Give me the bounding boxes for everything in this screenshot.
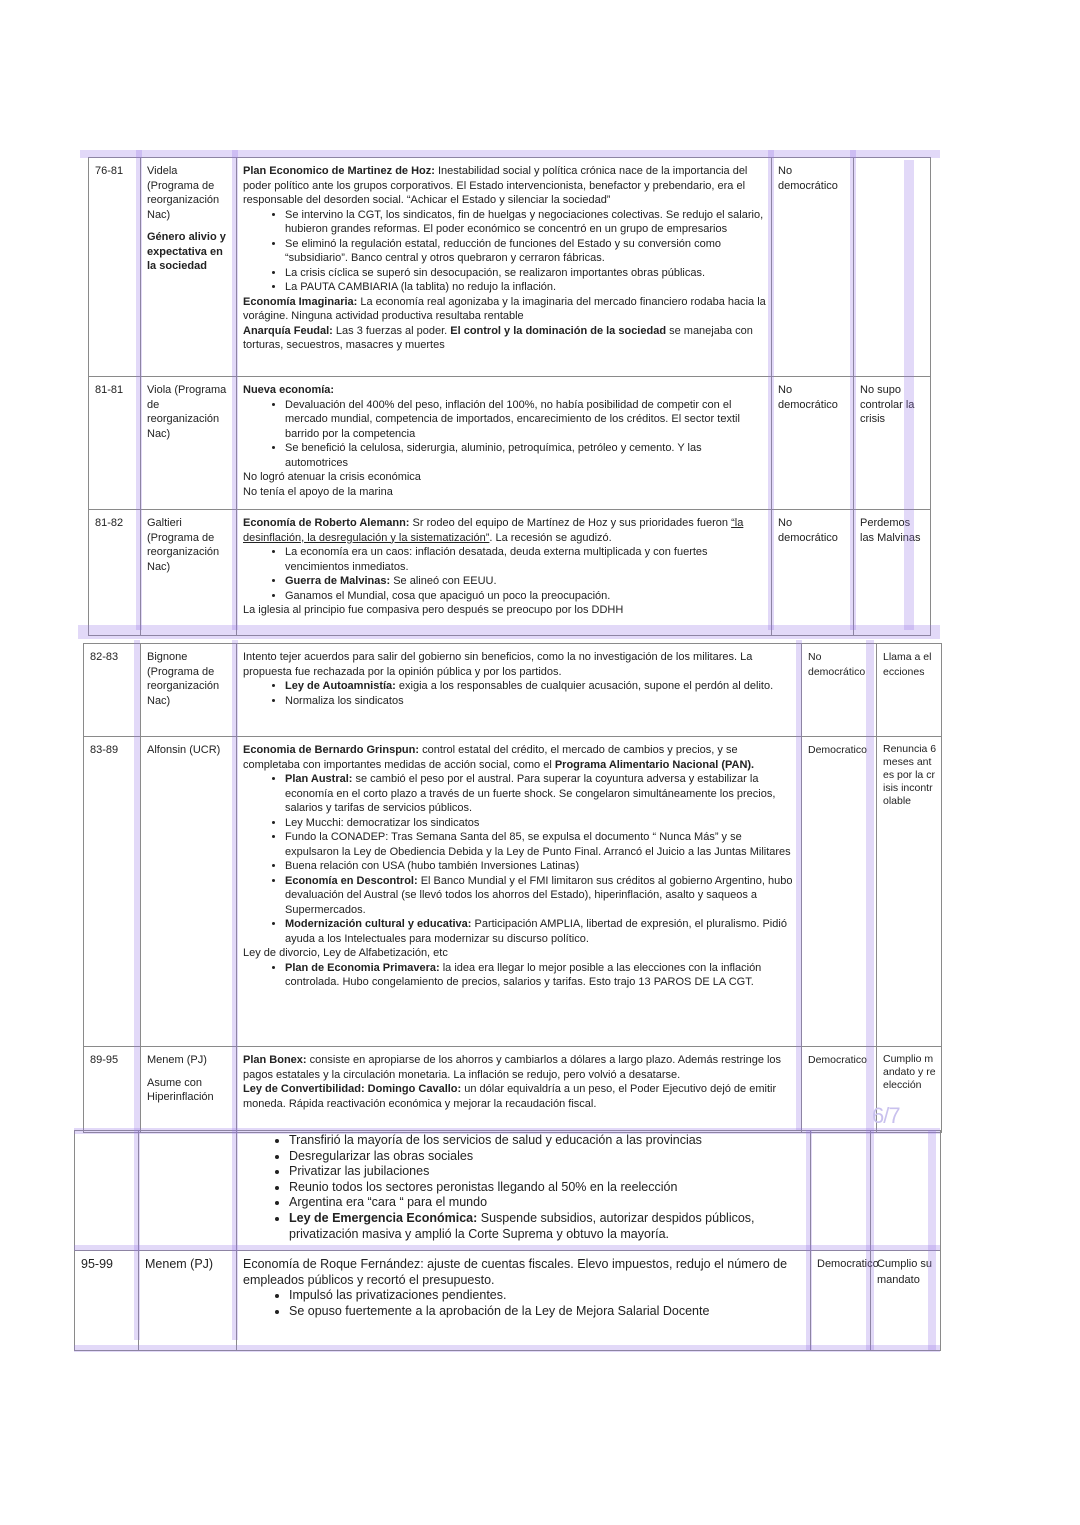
list-item: • Ganamos el Mundial, cosa que apaciguó un poco la preocupación. — [285, 589, 767, 604]
list-item: • La crisis cíclica se superó sin desocupación, se realizaron importantes obras públicas. — [285, 266, 767, 281]
description-cell — [237, 1251, 811, 1351]
president-name: Videla (Programa de reorganización Nac) — [147, 165, 220, 221]
description-cell — [237, 158, 772, 377]
years-cell: 82-83 — [84, 644, 141, 737]
outcome-cell: Perdemos las Malvinas — [854, 510, 931, 636]
government-type-cell: No democrático — [772, 377, 854, 510]
table-row — [89, 377, 931, 510]
years-cell: 76-81 — [89, 158, 141, 377]
table-row — [89, 158, 931, 377]
timeline-table-part-2 — [83, 643, 942, 1133]
list-item: • Privatizar las jubilaciones — [289, 1164, 806, 1180]
table-row — [89, 510, 931, 636]
outcome-cell: No supo controlar la crisis — [854, 377, 931, 510]
table-row — [84, 737, 942, 1047]
paragraph: Plan Bonex: consiste en apropiarse de los ahorros y cambiarlos a dólares a largo plazo. Además restringe los pagos estatales y la circulación monetaria. La inflación se redujo, pero volvió a desatarse. — [243, 1054, 782, 1081]
paragraph: No tenía el apoyo de la marina — [243, 485, 393, 498]
paragraph: Ley de divorcio, Ley de Alfabetización, etc — [243, 947, 448, 959]
president-note: Género alivio y expectativa en la sociedad — [147, 231, 226, 272]
list-item: • Plan Austral: se cambió el peso por el austral. Para superar la coyuntura adversa y estabilizar la economía en el corto plazo a través de un fuerte shock. Se congelaron simultáneamente los precios, salarios y tarifas de servicios públicos. — [285, 772, 797, 816]
list-item: • Ley Mucchi: democratizar los sindicatos — [285, 816, 797, 831]
timeline-table-part-1 — [88, 157, 931, 636]
paragraph: No logró atenuar la crisis económica — [243, 471, 421, 483]
paragraph: Nueva economía: — [243, 384, 335, 396]
list-item: • Economía en Descontrol: El Banco Mundial y el FMI limitaron sus créditos al gobierno Argentino, hubo devaluación del Austral (se llevó todos los ahorros del Estado), hiperinflación, asalto y saqueos a Supermercados. — [285, 874, 797, 918]
list-item: • Devaluación del 400% del peso, inflación del 100%, no había posibilidad de competir con el mercado mundial, competencia de importados, encarecimiento de los créditos. El sector textil barrido por la competencia — [285, 398, 767, 442]
list-item: • Guerra de Malvinas: Se alineó con EEUU. — [285, 574, 767, 589]
list-item: • La PAUTA CAMBIARIA (la tablita) no redujo la inflación. — [285, 280, 767, 295]
list-item: • Se eliminó la regulación estatal, reducción de funciones del Estado y su conversión como “subsidiario”. Banco central y otros quebraron y cerraron fábricas. — [285, 237, 767, 266]
president-cell: Bignone (Programa de reorganización Nac) — [141, 644, 237, 737]
list-item: • Fundo la CONADEP: Tras Semana Santa del 85, se expulsa el documento “ Nunca Más” y se expulsaron la Ley de Obediencia Debida y la Ley de Punto Final. Arrancó el Juicio a las Juntas Militares — [285, 830, 797, 859]
list-item: • Se intervino la CGT, los sindicatos, fin de huelgas y negociaciones colectivas. Se redujo el salario, hubieron grandes reformas. El poder económico se concentró en un grupo de empresarios — [285, 208, 767, 237]
years-cell: 89-95 — [84, 1047, 141, 1133]
list-item: • Modernización cultural y educativa: Participación AMPLIA, libertad de expresión, el pluralismo. Pidió ayuda a los Intelectuales para modernizar su discurso político. — [285, 917, 797, 946]
years-cell: 81-82 — [89, 510, 141, 636]
list-item: • Se opuso fuertemente a la aprobación de la Ley de Mejora Salarial Docente — [289, 1304, 806, 1320]
list-item: • Desregularizar las obras sociales — [289, 1149, 806, 1165]
paragraph: Economía de Roque Fernández: ajuste de cuentas fiscales. Elevo impuestos, redujo el número de empleados públicos y recortó el presupuesto. — [243, 1257, 788, 1287]
government-type-cell — [811, 1131, 871, 1251]
paragraph: Economía de Roberto Alemann: Sr rodeo del equipo de Martínez de Hoz y sus prioridades fueron “la desinflación, la desregulación y la sistematización”. La recesión se agudizó. — [243, 517, 744, 544]
paragraph: Economia de Bernardo Grinspun: control estatal del crédito, el mercado de cambios y precios, y se completaba con importantes medidas de acción social, como el Programa Alimentario Nacional (PAN). — [243, 744, 755, 771]
table-row — [84, 644, 942, 737]
bullet-list — [243, 679, 797, 708]
outcome-cell — [871, 1131, 941, 1251]
bullet-list — [243, 1133, 806, 1242]
list-item: • Transfirió la mayoría de los servicios de salud y educación a las provincias — [289, 1133, 806, 1149]
president-cell — [141, 1047, 237, 1133]
government-type-cell: No democrático — [772, 158, 854, 377]
list-item: • Normaliza los sindicatos — [285, 694, 797, 709]
years-cell: 81-81 — [89, 377, 141, 510]
description-cell — [237, 737, 802, 1047]
list-item: • La economía era un caos: inflación desatada, deuda externa multiplicada y con fuertes vencimientos inmediatos. — [285, 545, 767, 574]
description-cell — [237, 377, 772, 510]
list-item: • Se benefició la celulosa, siderurgia, aluminio, petroquímica, petróleo y cemento. Y las automotrices — [285, 441, 767, 470]
list-item: • Argentina era “cara “ para el mundo — [289, 1195, 806, 1211]
bullet-list — [243, 961, 797, 990]
years-cell: 95-99 — [75, 1251, 139, 1351]
bullet-list — [243, 208, 767, 295]
paragraph: Plan Economico de Martinez de Hoz: Inestabilidad social y política crónica nace de la importancia del poder político ante los grupos corporativos. El Estado intervencionista, benefactor y prebendario, era el responsable del desorden social. “Achicar el Estado y silenciar la sociedad” — [243, 165, 748, 206]
list-item: • Ley de Emergencia Económica: Suspende subsidios, autorizar despidos públicos, privatización masiva y amplió la Corte Suprema y obtuvo la mayoría. — [289, 1211, 806, 1242]
list-item: • Ley de Autoamnistía: exigia a los responsables de cualquier acusación, supone el perdón al delito. — [285, 679, 797, 694]
outcome-cell: Cumplio mandato y reelección — [877, 1047, 942, 1133]
outcome-cell: Llama a elecciones — [877, 644, 942, 737]
outcome-cell: Cumplio su mandato — [871, 1251, 941, 1351]
table-row — [75, 1251, 941, 1351]
description-cell — [237, 644, 802, 737]
bullet-list — [243, 772, 797, 946]
president-cell — [141, 158, 237, 377]
list-item: • Reunio todos los sectores peronistas llegando al 50% en la reelección — [289, 1180, 806, 1196]
government-type-cell: No democrático — [802, 644, 877, 737]
description-cell — [237, 510, 772, 636]
years-cell: 83-89 — [84, 737, 141, 1047]
paragraph: La iglesia al principio fue compasiva pero después se preocupo por los DDHH — [243, 604, 624, 616]
timeline-table-part-3 — [74, 1130, 941, 1351]
president-cell — [139, 1131, 237, 1251]
bullet-list — [243, 398, 767, 471]
president-note: Asume con Hiperinflación — [147, 1076, 214, 1103]
paragraph: Ley de Convertibilidad: Domingo Cavallo: un dólar equivaldría a un peso, el Poder Ejecutivo dejó de emitir moneda. Rápida reactivación económica y mejorar la recaudación fiscal. — [243, 1083, 777, 1110]
list-item: • Buena relación con USA (hubo también Inversiones Latinas) — [285, 859, 797, 874]
government-type-cell: Democratico — [802, 737, 877, 1047]
table-row — [75, 1131, 941, 1251]
paragraph: Anarquía Feudal: Las 3 fuerzas al poder. El control y la dominación de la sociedad se manejaba con torturas, secuestros, masacres y muertes — [243, 324, 753, 351]
president-name: Menem (PJ) — [147, 1054, 207, 1066]
bullet-list — [243, 1288, 806, 1319]
list-item: • Plan de Economia Primavera: la idea era llegar lo mejor posible a las elecciones con la inflación controlada. Hubo congelamiento de precios, salarios y tarifas. Esto trajo 13 PAROS DE LA CGT. — [285, 961, 797, 990]
description-cell — [237, 1131, 811, 1251]
government-type-cell: Democratico — [811, 1251, 871, 1351]
paragraph: Intento tejer acuerdos para salir del gobierno sin beneficios, como la no investigación de los militares. La propuesta fue rechazada por la opinión pública y por los partidos. — [243, 651, 753, 678]
years-cell — [75, 1131, 139, 1251]
government-type-cell: No democrático — [772, 510, 854, 636]
bullet-list — [243, 545, 767, 603]
president-cell: Galtieri (Programa de reorganización Nac) — [141, 510, 237, 636]
list-item: • Impulsó las privatizaciones pendientes. — [289, 1288, 806, 1304]
government-type-cell: Democratico — [802, 1047, 877, 1133]
president-cell: Alfonsin (UCR) — [141, 737, 237, 1047]
page-number: 6/7 — [872, 1103, 900, 1128]
outcome-cell — [854, 158, 931, 377]
outcome-cell: Renuncia 6 meses antes por la crisis incontrolable — [877, 737, 942, 1047]
president-cell: Viola (Programa de reorganización Nac) — [141, 377, 237, 510]
president-cell: Menem (PJ) — [139, 1251, 237, 1351]
table-row — [84, 1047, 942, 1133]
paragraph: Economía Imaginaria: La economía real agonizaba y la imaginaria del mercado financiero rodaba hacia la vorágine. Ninguna actividad productiva resultaba rentable — [243, 295, 766, 322]
description-cell — [237, 1047, 802, 1133]
